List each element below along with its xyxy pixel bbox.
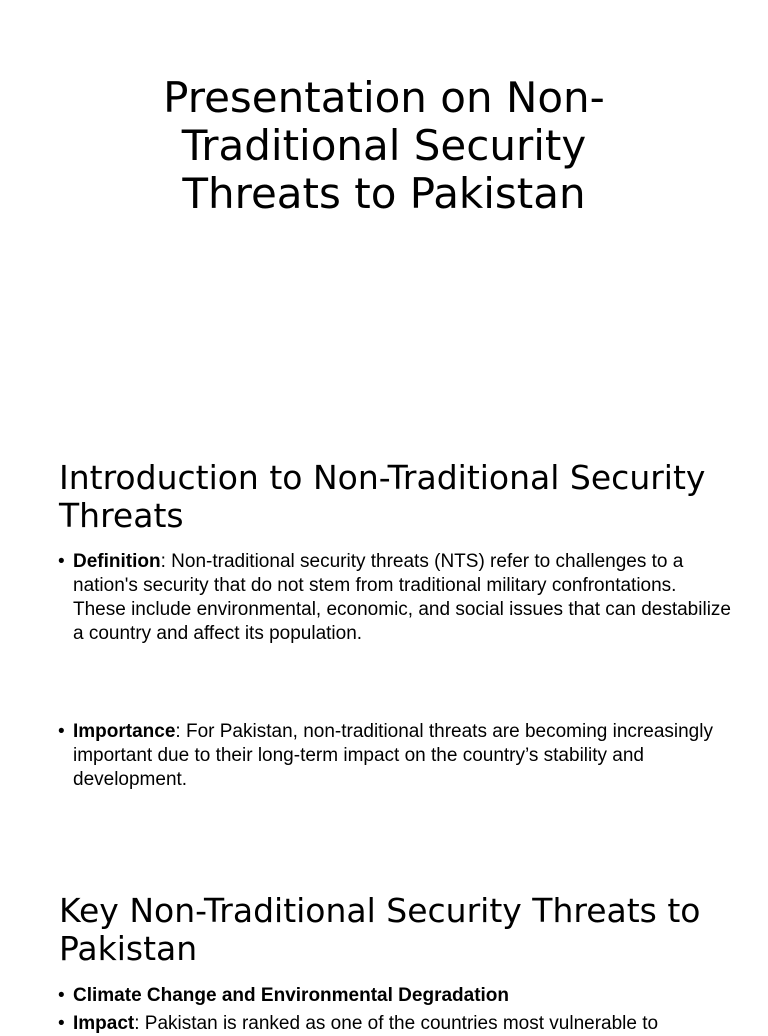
importance-bullet [58,720,733,792]
impact-bullet [58,1012,733,1036]
bullet-label: Impact [73,1013,135,1034]
bullet-dot: • [58,721,65,742]
bullet-label: Definition [73,551,161,572]
bullet-dot: • [58,1013,65,1034]
bullet-dot: • [58,551,65,572]
bullet-dot: • [58,985,65,1006]
definition-bullet [58,550,733,646]
bullet-text: : For Pakistan, non-traditional threats are becoming increasingly important due to their long-term impact on the country’s stability and development. [73,721,713,790]
climate-change-bullet [58,984,733,1008]
bullet-text: : Pakistan is ranked as one of the countries most vulnerable to [134,1013,659,1034]
presentation-title: Presentation on Non-Traditional Security Threats to Pakistan [163,73,605,218]
bullet-label: Climate Change and Environmental Degradation [73,985,510,1006]
key-threats-heading: Key Non-Traditional Security Threats to Pakistan [59,891,701,968]
bullet-text: : Non-traditional security threats (NTS) refer to challenges to a nation's security that do not stem from traditional military confrontations. These include environmental, economic, and social issues that can destabilize a country and affect its population. [73,551,731,644]
intro-heading: Introduction to Non-Traditional Security Threats [59,458,706,535]
bullet-label: Importance [73,721,176,742]
